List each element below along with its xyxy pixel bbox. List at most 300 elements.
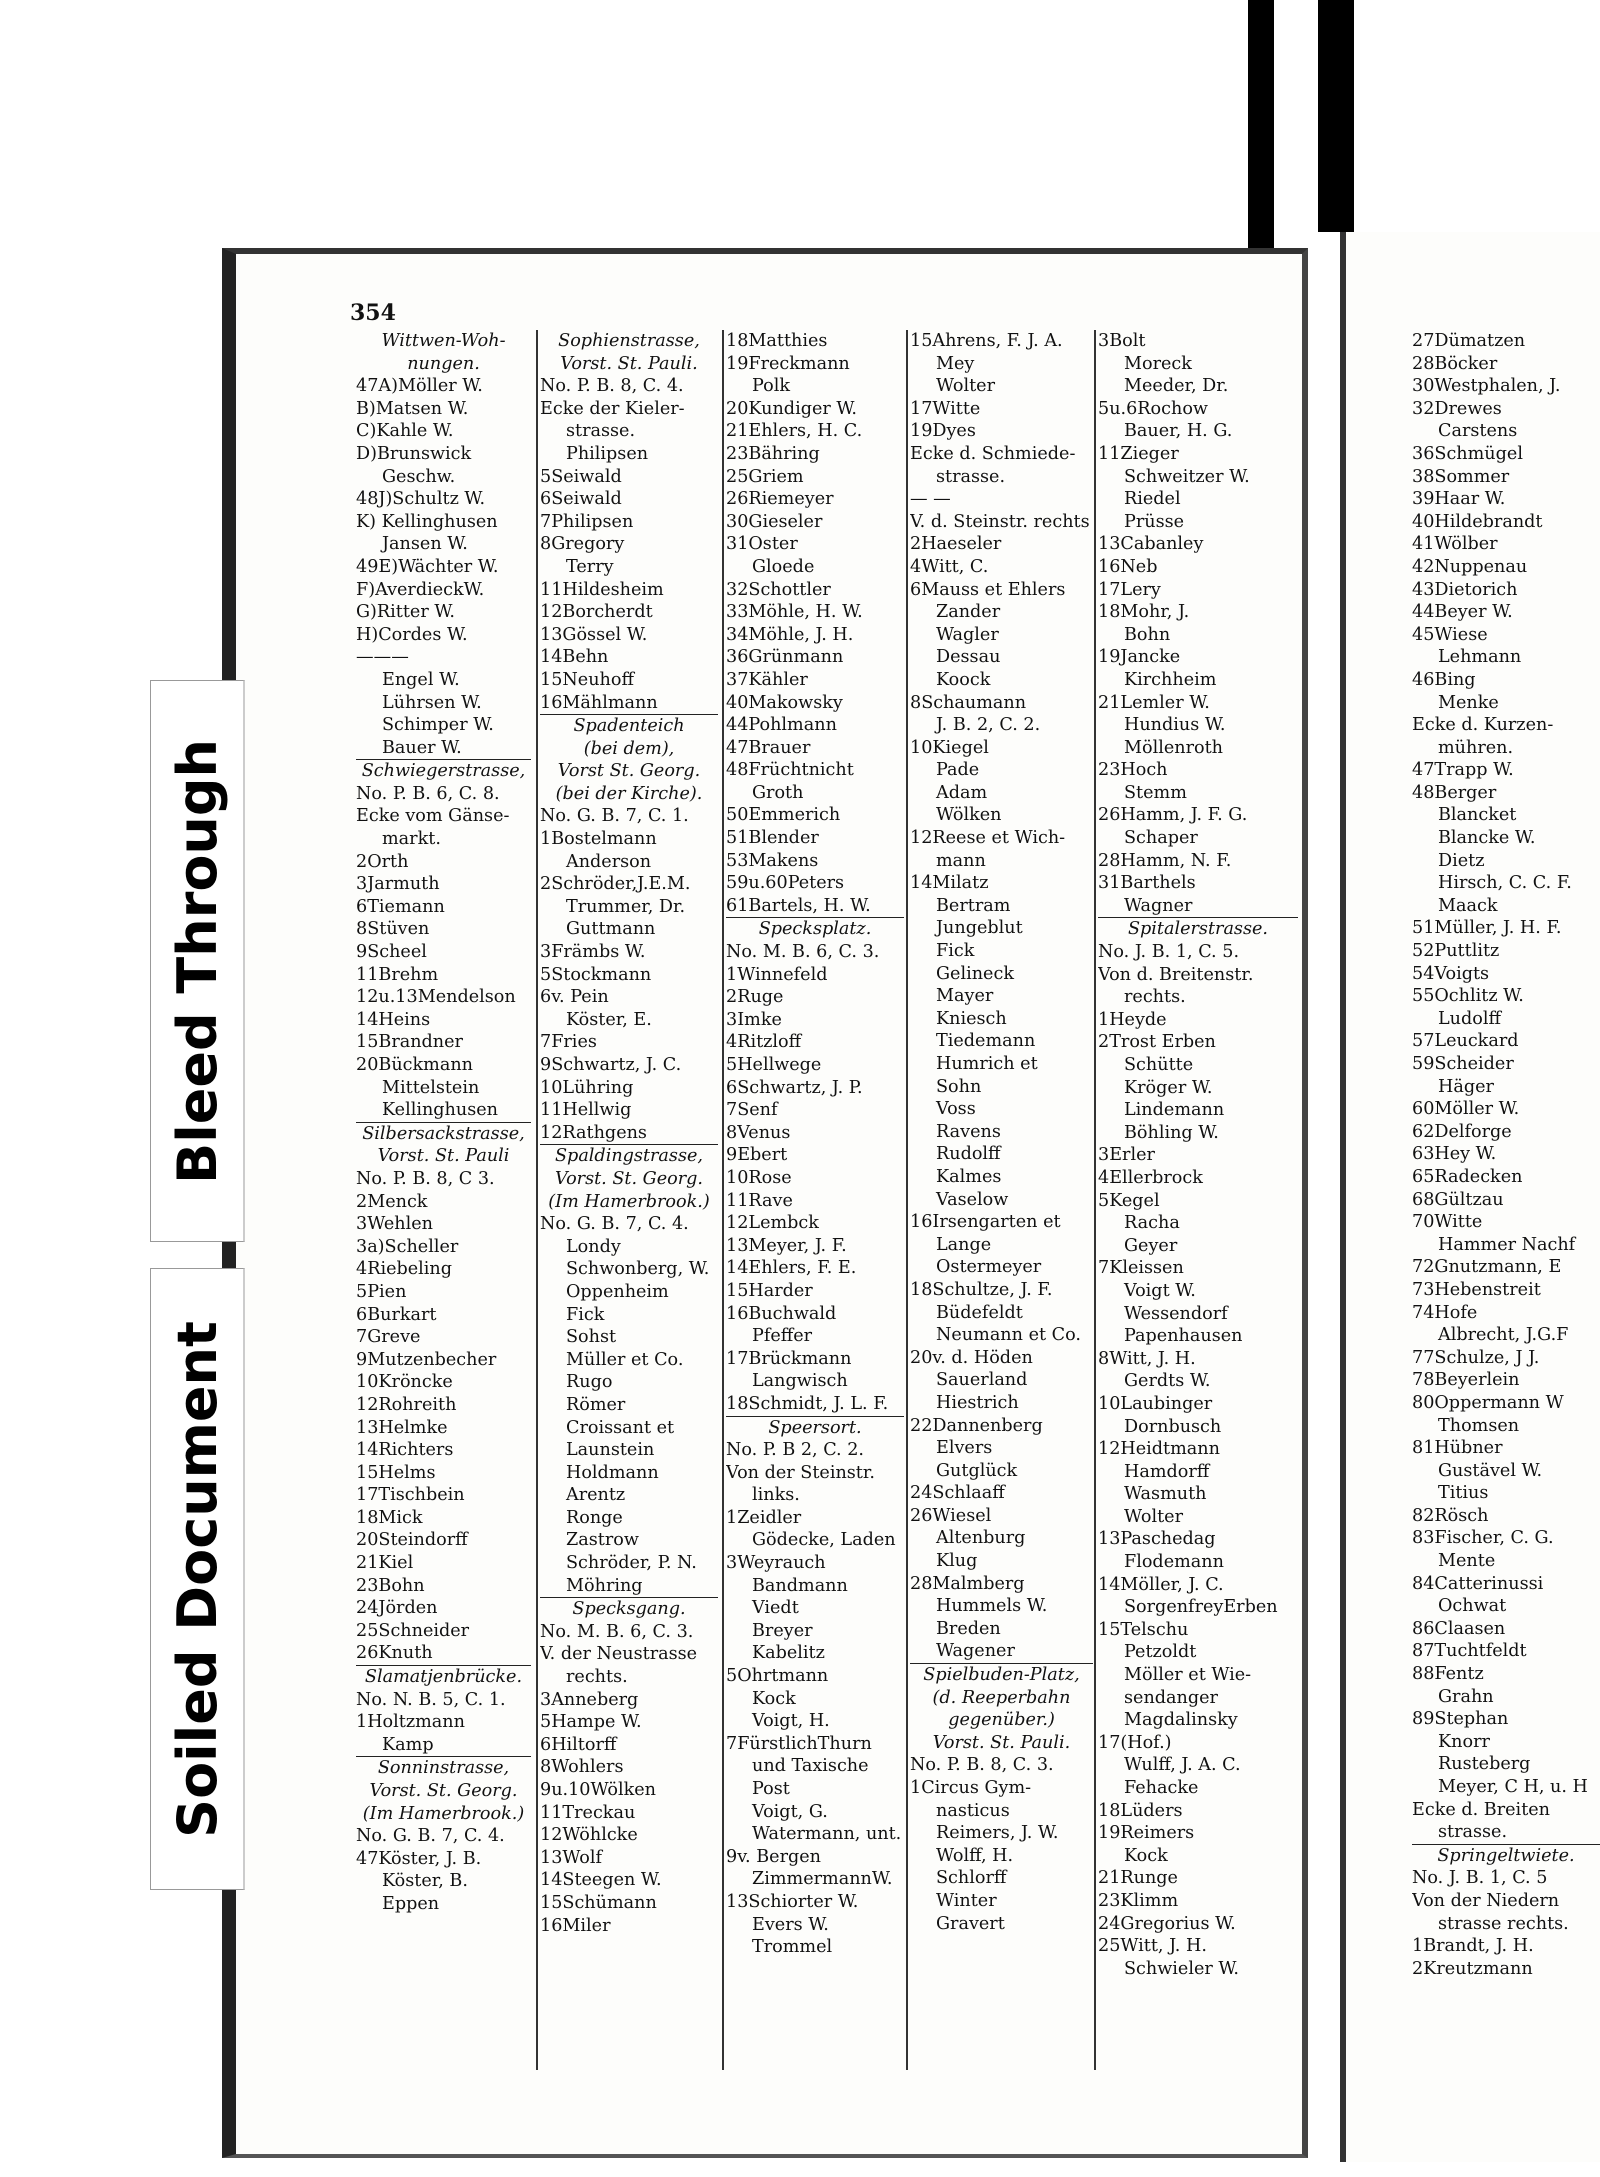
directory-line: (d. Reeperbahn [932, 1687, 1071, 1708]
directory-line: 28Malmberg [910, 1573, 1025, 1594]
directory-line: Meeder, Dr. [1124, 376, 1229, 397]
directory-line: No. P. B. 8, C 3. [356, 1168, 495, 1189]
directory-line: Ostermeyer [936, 1257, 1042, 1278]
directory-line: Gerdts W. [1124, 1371, 1211, 1392]
directory-line: Spadenteich [540, 714, 718, 738]
directory-column-2 [540, 330, 718, 1937]
directory-line: Voigt W. [1124, 1280, 1196, 1301]
directory-line: 80Oppermann W [1412, 1392, 1564, 1413]
directory-line: Sohst [566, 1327, 617, 1348]
directory-line: 48Früchtnicht [726, 760, 854, 781]
directory-line: No. J. B. 1, C. 5 [1412, 1868, 1548, 1889]
directory-line: ZimmermannW. [752, 1869, 893, 1890]
directory-line: 54Voigts [1412, 963, 1490, 984]
directory-line: Kellinghusen [382, 1100, 498, 1121]
directory-line: 2Ruge [726, 987, 784, 1008]
directory-line: 31Barthels [1098, 873, 1196, 894]
directory-line: 48J)Schultz W. [356, 489, 486, 510]
directory-line: Knorr [1438, 1731, 1490, 1752]
directory-line: 13Wolf [540, 1847, 603, 1868]
directory-line: Specksgang. [540, 1597, 718, 1621]
directory-line: strasse. [1438, 1822, 1508, 1843]
directory-line: Spitalerstrasse. [1098, 917, 1298, 941]
directory-line: 8Witt, J. H. [1098, 1348, 1196, 1369]
directory-line: 47A)Möller W. [356, 376, 483, 397]
directory-line: 14Möller, J. C. [1098, 1574, 1224, 1595]
directory-line: No. G. B. 7, C. 1. [540, 806, 689, 827]
directory-line: Köster, B. [382, 1871, 468, 1892]
directory-line: Voigt, G. [752, 1801, 828, 1822]
bleed-through-label: Bleed Through [165, 738, 229, 1184]
directory-line: 33Möhle, H. W. [726, 602, 863, 623]
directory-line: 10Laubinger [1098, 1393, 1213, 1414]
directory-line: 81Hübner [1412, 1438, 1503, 1459]
directory-line: 1Zeidler [726, 1507, 802, 1528]
directory-line: Schwonberg, W. [566, 1259, 710, 1280]
directory-line: 14Steegen W. [540, 1870, 662, 1891]
directory-line: Arentz [566, 1485, 626, 1506]
directory-line: 1Circus Gym- [910, 1778, 1032, 1798]
directory-line: Lehmann [1438, 647, 1522, 668]
directory-line: G)Ritter W. [356, 602, 455, 623]
directory-line: 27Dümatzen [1412, 331, 1526, 351]
directory-line: 87Tuchtfeldt [1412, 1641, 1527, 1662]
directory-line: 7Greve [356, 1327, 421, 1348]
directory-line: 2Orth [356, 851, 409, 872]
directory-line: 14Ehlers, F. E. [726, 1258, 857, 1279]
directory-line: 12Heidtmann [1098, 1439, 1220, 1460]
directory-line: Meyer, C H, u. H [1438, 1777, 1588, 1797]
directory-line: 78Beyerlein [1412, 1370, 1520, 1391]
directory-line: No. M. B. 6, C. 3. [726, 942, 880, 963]
directory-line: Langwisch [752, 1371, 848, 1392]
directory-line: Gelineck [936, 963, 1014, 984]
directory-line: Philipsen [566, 443, 649, 464]
directory-line: 5u.6Rochow [1098, 398, 1208, 419]
directory-line: 42Nuppenau [1412, 556, 1528, 577]
directory-line: Guttmann [566, 919, 656, 940]
directory-line: (Im Hamerbrook.) [362, 1803, 525, 1824]
directory-line: 3Anneberg [540, 1689, 639, 1710]
directory-line: 1Winnefeld [726, 964, 828, 985]
directory-line: 11Brehm [356, 964, 439, 985]
directory-line: 8Gregory [540, 534, 625, 555]
directory-line: 59u.60Peters [726, 873, 845, 894]
directory-line: Sauerland [936, 1370, 1028, 1391]
directory-line: 65Radecken [1412, 1166, 1523, 1187]
directory-line: 8Wohlers [540, 1757, 624, 1778]
directory-line: Stemm [1124, 782, 1187, 803]
directory-line: 89Stephan [1412, 1709, 1509, 1730]
directory-line: Voss [936, 1099, 976, 1120]
directory-line: Engel W. [382, 669, 460, 690]
directory-line: Holdmann [566, 1462, 659, 1483]
soiled-document-label: Soiled Document [165, 1320, 229, 1838]
directory-line: Wagler [936, 624, 999, 645]
directory-line: Fick [566, 1304, 605, 1325]
directory-line: Jansen W. [382, 534, 468, 555]
directory-line: No. M. B. 6, C. 3. [540, 1621, 694, 1642]
directory-line: Gloede [752, 556, 815, 577]
directory-line: 17Witte [910, 398, 981, 419]
directory-line: 77Schulze, J J. [1412, 1347, 1540, 1368]
directory-line: 19Jancke [1098, 647, 1181, 668]
directory-line: Römer [566, 1394, 626, 1415]
directory-line: Carstens [1438, 421, 1518, 442]
directory-line: Schwiegerstrasse, [356, 759, 531, 783]
directory-line: Wasmuth [1124, 1484, 1207, 1505]
directory-line: Zastrow [566, 1530, 639, 1551]
directory-line: 26Hamm, J. F. G. [1098, 805, 1248, 826]
directory-line: Sonninstrasse, [356, 1756, 531, 1780]
directory-line: Maack [1438, 895, 1498, 916]
directory-line: 61Bartels, H. W. [726, 895, 871, 916]
directory-line: Adam [936, 782, 988, 803]
directory-line: 86Claasen [1412, 1618, 1506, 1639]
directory-line: 23Bähring [726, 443, 820, 464]
directory-line: 60Möller W. [1412, 1099, 1520, 1120]
directory-line: 16Buchwald [726, 1303, 837, 1324]
directory-line: 10Kröncke [356, 1372, 453, 1393]
directory-line: 6Tiemann [356, 896, 445, 917]
directory-line: Winter [936, 1890, 997, 1911]
directory-line: 15Helms [356, 1462, 436, 1483]
directory-line: 13Schiorter W. [726, 1891, 859, 1912]
directory-line: 18Lüders [1098, 1800, 1183, 1821]
directory-line: Oppenheim [566, 1281, 669, 1302]
directory-line: No. P. B. 8, C. 4. [540, 376, 684, 397]
directory-line: Albrecht, J.G.F [1438, 1325, 1569, 1346]
directory-line: SorgenfreyErben [1124, 1597, 1278, 1618]
directory-line: markt. [382, 829, 441, 850]
directory-line: Petzoldt [1124, 1642, 1197, 1663]
directory-line: Watermann, unt. [752, 1824, 902, 1845]
directory-line: Zander [936, 602, 1001, 623]
directory-line: Jungeblut [936, 918, 1023, 939]
directory-line: Köster, E. [566, 1009, 652, 1030]
directory-line: Speersort. [726, 1416, 904, 1440]
directory-line: 73Hebenstreit [1412, 1279, 1541, 1300]
directory-line: 28Böcker [1412, 353, 1498, 374]
directory-line: No. G. B. 7, C. 4. [540, 1214, 689, 1235]
directory-line: Titius [1438, 1483, 1489, 1504]
directory-line: Humrich et [936, 1054, 1038, 1074]
directory-line: 47Brauer [726, 737, 811, 758]
directory-line: Klug [936, 1551, 978, 1572]
directory-line: Wolter [936, 376, 996, 397]
directory-line: 20Steindorff [356, 1530, 468, 1551]
directory-line: Dornbusch [1124, 1416, 1222, 1437]
directory-line: Ecke vom Gänse- [356, 806, 510, 827]
directory-line: 12Wöhlcke [540, 1825, 638, 1846]
directory-line: 18Mohr, J. [1098, 602, 1190, 623]
directory-line: No. J. B. 1, C. 5. [1098, 942, 1240, 963]
directory-line: Von der Steinstr. [726, 1462, 875, 1483]
directory-line: 1Bostelmann [540, 829, 657, 850]
soiled-document-stamp [150, 1268, 245, 1890]
directory-line: Ecke der Kieler- [540, 398, 685, 419]
directory-line: 19Reimers [1098, 1823, 1195, 1844]
directory-line: 3a)Scheller [356, 1236, 459, 1257]
directory-line: 31Oster [726, 534, 798, 555]
directory-line: Rudolff [936, 1144, 1001, 1165]
directory-line: Kock [752, 1688, 796, 1709]
directory-line: 20Bückmann [356, 1055, 473, 1075]
directory-line: 17Lery [1098, 579, 1161, 600]
directory-line: 23Klimm [1098, 1890, 1179, 1911]
directory-line: Möller et Wie- [1124, 1665, 1252, 1686]
directory-line: 6Seiwald [540, 489, 622, 510]
directory-line: Hirsch, C. C. F. [1438, 873, 1572, 894]
directory-line: 7FürstlichThurn [726, 1733, 872, 1754]
directory-line: Vorst St. Georg. [557, 761, 701, 782]
directory-line: 1Holtzmann [356, 1712, 465, 1733]
directory-column-1 [356, 330, 531, 1916]
directory-line: Launstein [566, 1440, 655, 1461]
directory-line: rechts. [1124, 987, 1186, 1008]
directory-line: 68Gültzau [1412, 1189, 1504, 1210]
directory-line: mann [936, 850, 986, 871]
directory-line: 25Schneider [356, 1620, 470, 1641]
directory-line: Möhring [566, 1575, 643, 1596]
directory-line: Mey [936, 353, 975, 374]
directory-line: 88Fentz [1412, 1664, 1484, 1685]
directory-line: Polk [752, 376, 791, 397]
directory-line: 23Hoch [1098, 760, 1168, 781]
directory-line: V. der Neustrasse [540, 1644, 698, 1665]
directory-line: 4Witt, C. [910, 556, 989, 577]
directory-line: Schütte [1124, 1055, 1194, 1075]
directory-line: 18Schmidt, J. L. F. [726, 1393, 889, 1414]
directory-line: Hammer Nachf [1438, 1234, 1576, 1255]
directory-line: 16Miler [540, 1915, 611, 1936]
directory-line: 52Puttlitz [1412, 941, 1500, 962]
directory-line: Slamatjenbrücke. [356, 1665, 531, 1689]
directory-line: 7Kleissen [1098, 1258, 1184, 1279]
directory-line: Ecke d. Schmiede- [910, 443, 1076, 464]
directory-line: B)Matsen W. [356, 398, 469, 419]
directory-line: Menke [1438, 692, 1499, 713]
directory-line: D)Brunswick [356, 443, 472, 464]
directory-line: 57Leuckard [1412, 1031, 1519, 1052]
directory-line: Hamdorff [1124, 1461, 1210, 1482]
directory-line: 62Delforge [1412, 1121, 1512, 1142]
directory-line: Grahn [1438, 1686, 1494, 1707]
directory-line: ——— [356, 647, 409, 668]
directory-line: Ravens [936, 1121, 1001, 1142]
directory-line: Reimers, J. W. [936, 1823, 1059, 1844]
directory-line: Bohn [1124, 624, 1171, 645]
directory-line: Papenhausen [1124, 1326, 1243, 1347]
directory-line: F)AverdieckW. [356, 579, 485, 600]
directory-line: 5Pien [356, 1281, 407, 1302]
column-rule [536, 330, 538, 2070]
directory-line: 24Gregorius W. [1098, 1913, 1236, 1934]
directory-line: 3Främbs W. [540, 942, 646, 963]
directory-line: 16Neb [1098, 556, 1158, 577]
column-rule [906, 330, 908, 2070]
directory-line: Terry [566, 556, 614, 577]
directory-line: Anderson [566, 851, 652, 872]
directory-line: Hundius W. [1124, 715, 1226, 736]
directory-line: 5Seiwald [540, 466, 622, 487]
directory-line: 3Weyrauch [726, 1553, 826, 1574]
directory-line: Koock [936, 669, 991, 690]
directory-line: nasticus [936, 1800, 1010, 1821]
directory-line: No. P. B. 6, C. 8. [356, 783, 500, 804]
directory-line: 15Schümann [540, 1892, 657, 1913]
directory-line: 13Cabanley [1098, 534, 1204, 555]
directory-line: 12Rathgens [540, 1122, 647, 1143]
directory-line: Blancket [1438, 805, 1517, 826]
directory-line: 40Makowsky [726, 692, 843, 713]
page-number: 354 [350, 300, 396, 326]
directory-line: Londy [566, 1236, 621, 1257]
directory-line: Neumann et Co. [936, 1325, 1081, 1346]
directory-line: C)Kahle W. [356, 421, 454, 442]
directory-line: Moreck [1124, 353, 1192, 374]
directory-line: 8Stüven [356, 919, 430, 940]
column-rule [1094, 330, 1096, 2070]
directory-line: Sohn [936, 1076, 982, 1097]
directory-line: 15Brandner [356, 1032, 463, 1053]
directory-line: Elvers [936, 1438, 993, 1459]
directory-line: 4Ellerbrock [1098, 1167, 1203, 1188]
directory-line: Breyer [752, 1620, 813, 1641]
directory-line: Vorst. St. Pauli. [932, 1732, 1071, 1753]
directory-line: Croissant et [566, 1417, 675, 1438]
directory-line: 53Makens [726, 850, 819, 871]
directory-line: Pade [936, 760, 980, 781]
directory-line: 23Bohn [356, 1575, 425, 1596]
directory-line: 45Wiese [1412, 624, 1488, 645]
directory-line: 24Jörden [356, 1598, 438, 1619]
directory-line: No. G. B. 7, C. 4. [356, 1826, 505, 1847]
directory-line: 5Ohrtmann [726, 1666, 829, 1687]
directory-line: Wittwen-Woh- [381, 331, 506, 351]
directory-line: gegenüber.) [948, 1710, 1055, 1731]
directory-line: 2Menck [356, 1191, 428, 1212]
directory-column-5 [1098, 330, 1298, 1980]
directory-line: Schlorff [936, 1868, 1007, 1889]
directory-line: Breden [936, 1618, 1001, 1639]
directory-line: 13Gössel W. [540, 624, 648, 645]
directory-line: Geyer [1124, 1235, 1178, 1256]
directory-column-3 [726, 330, 904, 1959]
directory-line: Schweitzer W. [1124, 466, 1250, 487]
directory-line: 6Hiltorff [540, 1734, 617, 1755]
directory-line: 11Hildesheim [540, 579, 664, 600]
directory-line: Kalmes [936, 1166, 1002, 1187]
directory-line: 15Telschu [1098, 1619, 1189, 1640]
directory-line: 5Hellwege [726, 1055, 822, 1075]
directory-line: 41Wölber [1412, 534, 1498, 555]
directory-line: 9Ebert [726, 1145, 788, 1166]
directory-line: Lindemann [1124, 1100, 1225, 1121]
directory-line: 11Treckau [540, 1802, 636, 1823]
directory-line: Eppen [382, 1893, 440, 1914]
directory-line: 21Kiel [356, 1553, 414, 1574]
directory-line: Bauer W. [382, 737, 462, 758]
directory-line: 12Borcherdt [540, 602, 653, 623]
directory-line: Wessendorf [1124, 1303, 1228, 1324]
directory-line: 14Behn [540, 647, 609, 668]
directory-line: Wagner [1124, 895, 1193, 916]
directory-line: Müller et Co. [566, 1349, 684, 1370]
directory-line: No. P. B. 8, C. 3. [910, 1755, 1054, 1776]
directory-line: 13Helmke [356, 1417, 448, 1438]
directory-line: 14Richters [356, 1440, 454, 1461]
directory-line: 17Tischbein [356, 1485, 465, 1506]
directory-line: Gustävel W. [1438, 1460, 1543, 1481]
directory-line: 48Berger [1412, 782, 1497, 803]
directory-line: 7Senf [726, 1100, 778, 1121]
directory-line: 5Hampe W. [540, 1712, 642, 1733]
directory-line: Kabelitz [752, 1643, 825, 1664]
directory-line: 6v. Pein [540, 987, 609, 1008]
directory-line: Rugo [566, 1372, 613, 1393]
directory-line: Ludolff [1438, 1008, 1501, 1029]
directory-line: 59Scheider [1412, 1054, 1514, 1074]
directory-line: 15Neuhoff [540, 669, 634, 690]
directory-line: 83Fischer, C. G. [1412, 1528, 1554, 1549]
directory-line: 12Rohreith [356, 1394, 457, 1415]
directory-line: 7Philipsen [540, 511, 634, 532]
directory-line: Von d. Breitenstr. [1098, 964, 1254, 985]
directory-line: 28Hamm, N. F. [1098, 850, 1232, 871]
directory-line: 26Wiesel [910, 1505, 992, 1526]
directory-line: 18Mick [356, 1507, 423, 1528]
directory-line: Fehacke [1124, 1778, 1199, 1798]
directory-line: 2Haeseler [910, 534, 1002, 555]
directory-line: 6Mauss et Ehlers [910, 579, 1066, 600]
directory-line: 11Zieger [1098, 443, 1179, 464]
directory-line: Mayer [936, 986, 994, 1007]
directory-line: 17Brückmann [726, 1348, 852, 1369]
directory-line: 43Dietorich [1412, 579, 1518, 600]
directory-line: Vorst. St. Pauli. [560, 353, 698, 374]
directory-line: 4Riebeling [356, 1259, 453, 1280]
directory-line: Wolff, H. [936, 1845, 1014, 1866]
directory-line: Fick [936, 941, 975, 962]
directory-line: 1Heyde [1098, 1009, 1167, 1030]
directory-line: 30Westphalen, J. [1412, 376, 1561, 397]
directory-line: 44Beyer W. [1412, 602, 1513, 623]
directory-line: Vaselow [936, 1189, 1009, 1210]
directory-line: Vorst. St. Pauli [377, 1146, 510, 1167]
directory-line: 11Hellwig [540, 1100, 632, 1121]
directory-line: Schimper W. [382, 715, 494, 736]
directory-line: Trommel [752, 1937, 833, 1958]
directory-line: strasse. [936, 466, 1006, 487]
directory-line: 36Schmügel [1412, 443, 1523, 464]
directory-line: links. [752, 1485, 800, 1506]
directory-line: K) Kellinghusen [356, 511, 498, 532]
directory-line: Silbersackstrasse, [356, 1122, 531, 1146]
directory-line: 40Hildebrandt [1412, 511, 1543, 532]
directory-line: 8Schaumann [910, 692, 1027, 713]
directory-line: 6Burkart [356, 1304, 437, 1325]
directory-line: Flodemann [1124, 1552, 1224, 1573]
directory-line: 24Schlaaff [910, 1483, 1005, 1504]
directory-line: (bei der Kirche). [555, 783, 703, 804]
directory-column-6 [1412, 330, 1600, 1980]
directory-line: 14Milatz [910, 873, 989, 894]
directory-line: 20Kundiger W. [726, 398, 857, 419]
directory-line: Wolter [1124, 1506, 1184, 1527]
directory-line: Böhling W. [1124, 1122, 1219, 1143]
directory-line: Wagener [936, 1641, 1015, 1662]
